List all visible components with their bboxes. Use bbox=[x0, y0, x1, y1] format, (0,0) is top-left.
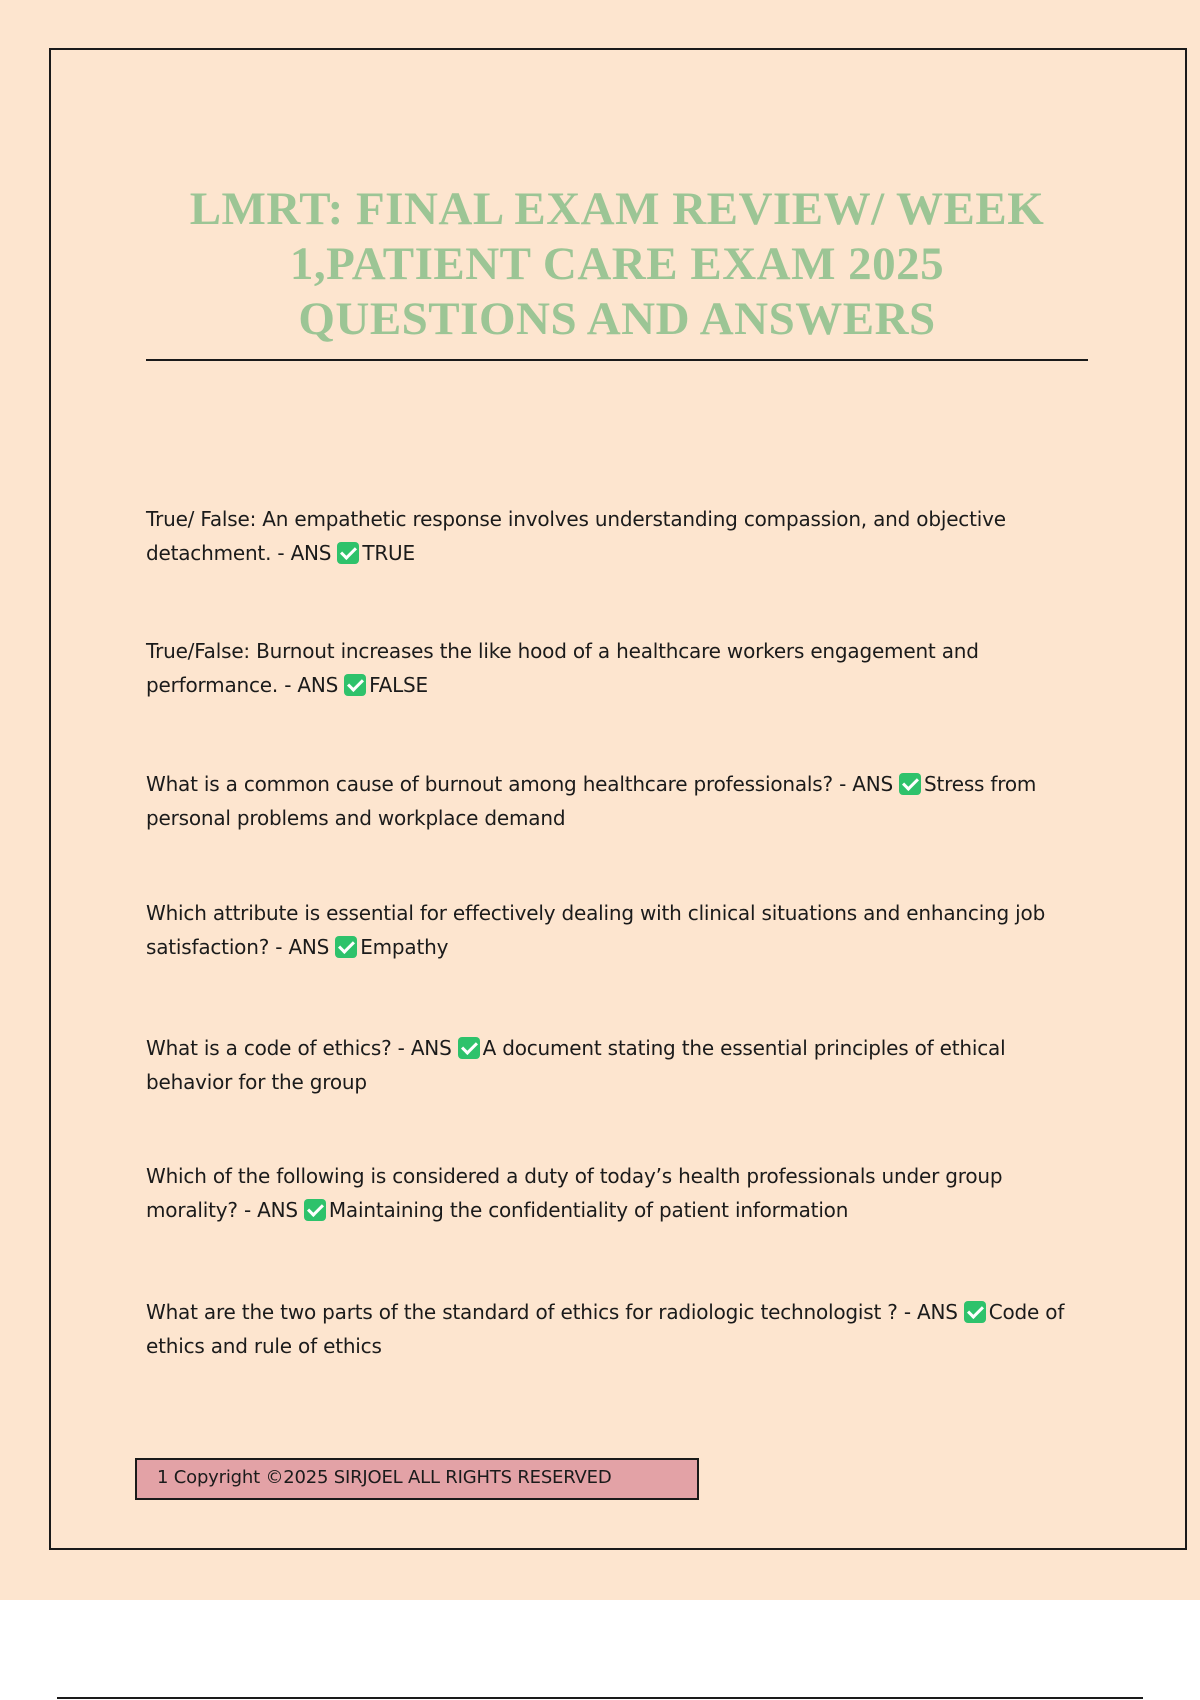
answer-text: Empathy bbox=[360, 935, 449, 959]
answer-text: Stress from personal problems and workplace demand bbox=[146, 772, 1037, 830]
checkmark-icon bbox=[899, 773, 921, 795]
bottom-divider bbox=[57, 1697, 1143, 1699]
checkmark-icon bbox=[458, 1037, 480, 1059]
qa-item bbox=[146, 1031, 1086, 1099]
checkmark-icon bbox=[337, 542, 359, 564]
question-text: Which attribute is essential for effectively dealing with clinical situations and enhancing job satisfaction? - ANS bbox=[146, 901, 1046, 959]
answer-text: FALSE bbox=[369, 673, 428, 697]
qa-item bbox=[146, 1295, 1086, 1363]
qa-item bbox=[146, 634, 1086, 702]
question-text: What are the two parts of the standard of ethics for radiologic technologist ? - ANS bbox=[146, 1300, 958, 1324]
question-text: What is a code of ethics? - ANS bbox=[146, 1036, 452, 1060]
qa-item bbox=[146, 502, 1086, 570]
answer-text: TRUE bbox=[362, 541, 415, 565]
checkmark-icon bbox=[964, 1301, 986, 1323]
answer-text: Code of ethics and rule of ethics bbox=[146, 1300, 1065, 1358]
question-text: Which of the following is considered a duty of today’s health professionals under group morality? - ANS bbox=[146, 1164, 1003, 1222]
copyright-footer bbox=[135, 1458, 699, 1500]
qa-item bbox=[146, 1159, 1086, 1227]
copyright-text: 1 Copyright ©2025 SIRJOEL ALL RIGHTS RESERVED bbox=[157, 1467, 612, 1488]
qa-item bbox=[146, 767, 1086, 835]
document-title: LMRT: FINAL EXAM REVIEW/ WEEK 1,PATIENT CARE EXAM 2025 QUESTIONS AND ANSWERS bbox=[189, 183, 1045, 345]
question-text: What is a common cause of burnout among healthcare professionals? - ANS bbox=[146, 772, 893, 796]
qa-item bbox=[146, 896, 1086, 964]
checkmark-icon bbox=[335, 936, 357, 958]
answer-text: A document stating the essential principles of ethical behavior for the group bbox=[146, 1036, 1006, 1094]
answer-text: Maintaining the confidentiality of patient information bbox=[328, 1198, 849, 1222]
question-text: True/False: Burnout increases the like hood of a healthcare workers engagement and performance. - ANS bbox=[146, 639, 979, 697]
checkmark-icon bbox=[304, 1199, 326, 1221]
question-text: True/ False: An empathetic response involves understanding compassion, and objective detachment. - ANS bbox=[146, 507, 1006, 565]
title-underline bbox=[146, 359, 1088, 361]
checkmark-icon bbox=[344, 674, 366, 696]
